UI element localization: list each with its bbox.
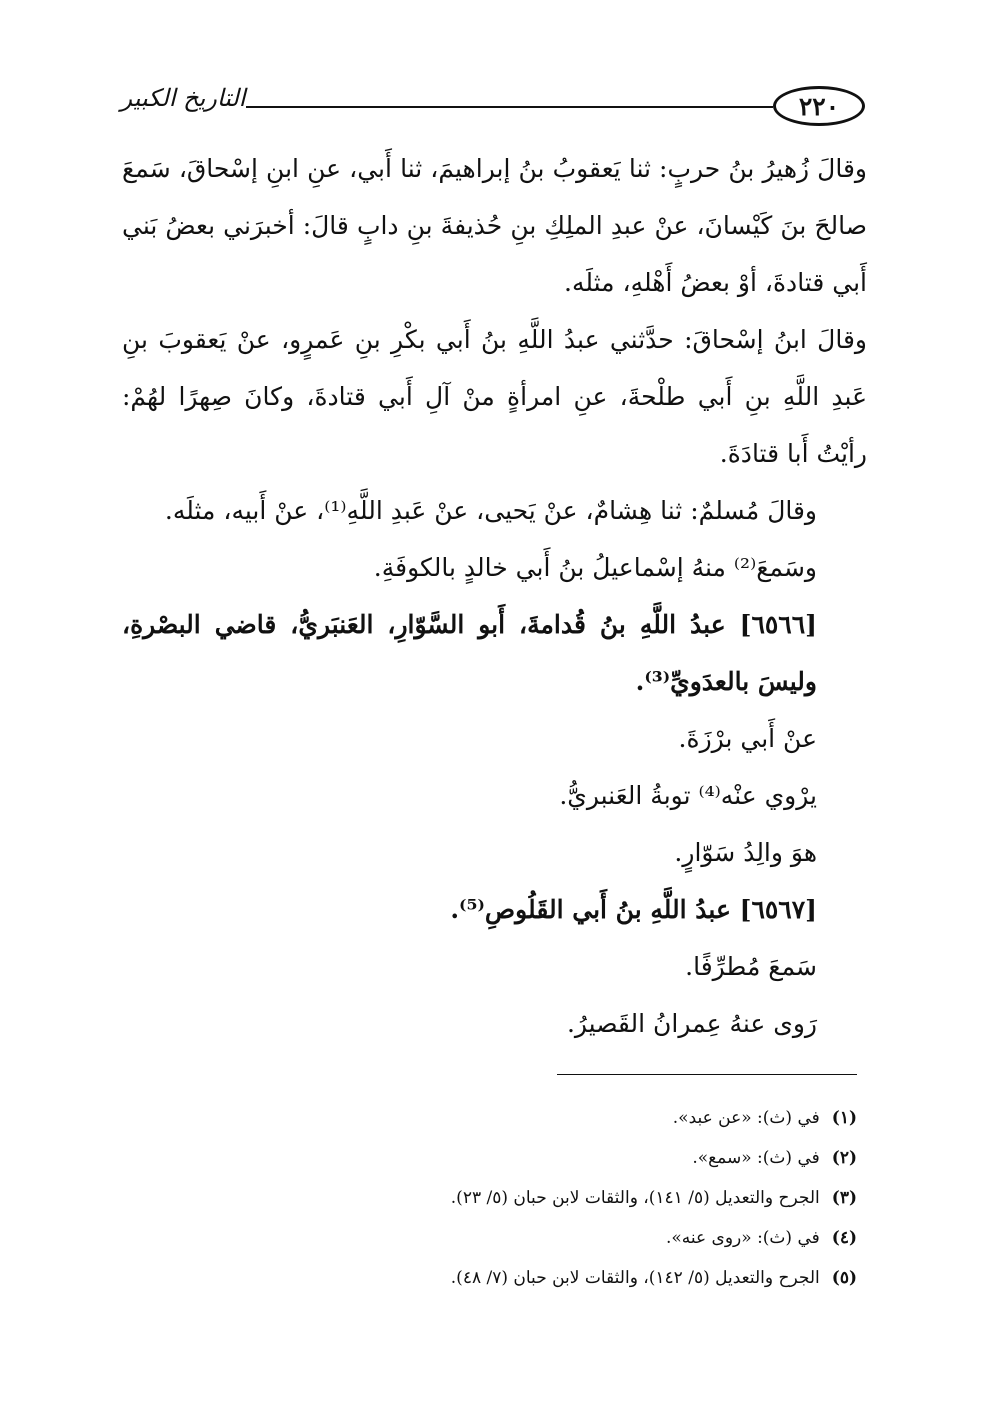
- entry-line: رَوى عنهُ عِمرانُ القَصيرُ.: [566, 1009, 817, 1038]
- footnote-number: (٣): [831, 1188, 857, 1208]
- body-text: [122, 140, 867, 1052]
- paragraph: وقالَ مُسلمٌ: ثنا هِشامٌ، عنْ يَحيى، عنْ عَبدِ اللَّهِ⁽¹⁾، عنْ أَبيه، مثلَه.: [164, 496, 817, 525]
- footnote: [297, 1098, 857, 1138]
- footnote-text: في (ث): «عن عبد».: [672, 1108, 820, 1128]
- footnote-number: (٥): [831, 1268, 857, 1288]
- footnote-text: الجرح والتعديل (٥/ ١٤١)، والثقات لابن حبان (٥/ ٢٣).: [450, 1188, 820, 1208]
- footnote-number: (٤): [831, 1228, 857, 1248]
- paragraph: وسَمعَ⁽²⁾ منهُ إسْماعيلُ بنُ أَبي خالدٍ بالكوفَةِ.: [373, 553, 817, 582]
- footnote-number: (٢): [831, 1148, 857, 1168]
- footnote-text: في (ث): «روى عنه».: [665, 1228, 820, 1248]
- entry-line: عنْ أَبي برْزَةَ.: [678, 724, 817, 753]
- entry-heading: [٦٥٦٦] عبدُ اللَّهِ بنُ قُدامةَ، أَبو السَّوّارِ، العَنبَريُّ، قاضي البصْرةِ، وليسَ بالعدَويِّ⁽³⁾.: [122, 610, 817, 696]
- footnote: [297, 1178, 857, 1218]
- entry-heading: [٦٥٦٧] عبدُ اللَّهِ بنُ أَبي القَلُوصِ⁽⁵⁾.: [450, 895, 817, 924]
- footnote-number: (١): [831, 1108, 857, 1128]
- page-number: ٢٢٠: [773, 86, 865, 126]
- page-header: [120, 82, 865, 132]
- paragraph: وقالَ زُهيرُ بنُ حربٍ: ثنا يَعقوبُ بنُ إبراهيمَ، ثنا أَبي، عنِ ابنِ إسْحاقَ، سَمعَ صالحَ بنَ كَيْسانَ، عنْ عبدِ الملِكِ بنِ حُذيفةَ بنِ دابٍ قالَ: أخبرَني بعضُ بَني أَبي قتادةَ، أوْ بعضُ أَهْلهِ، مثلَه.: [122, 154, 867, 297]
- header-rule: [246, 106, 773, 108]
- footnote: [297, 1138, 857, 1178]
- footnote-text: الجرح والتعديل (٥/ ١٤٢)، والثقات لابن حبان (٧/ ٤٨).: [450, 1268, 820, 1288]
- footnote-separator: [557, 1074, 857, 1075]
- entry-line: يرْوي عنْه⁽⁴⁾ توبةُ العَنبريُّ.: [559, 781, 817, 810]
- footnote: [297, 1218, 857, 1258]
- entry-line: هوَ والِدُ سَوّارٍ.: [674, 838, 817, 867]
- footnote: [297, 1258, 857, 1298]
- entry-line: سَمعَ مُطرِّفًا.: [685, 952, 817, 981]
- paragraph: وقالَ ابنُ إسْحاقَ: حدَّثني عبدُ اللَّهِ بنُ أَبي بكْرِ بنِ عَمرٍو، عنْ يَعقوبَ بنِ عَبدِ اللَّهِ بنِ أَبي طلْحةَ، عنِ امرأةٍ منْ آلِ أَبي قتادةَ، وكانَ صِهرًا لهُمْ: رأيْتُ أَبا قتادَةَ.: [122, 325, 867, 468]
- running-title: التاريخ الكبير: [120, 84, 246, 112]
- footnotes: [297, 1098, 857, 1298]
- footnote-text: في (ث): «سمع».: [692, 1148, 820, 1168]
